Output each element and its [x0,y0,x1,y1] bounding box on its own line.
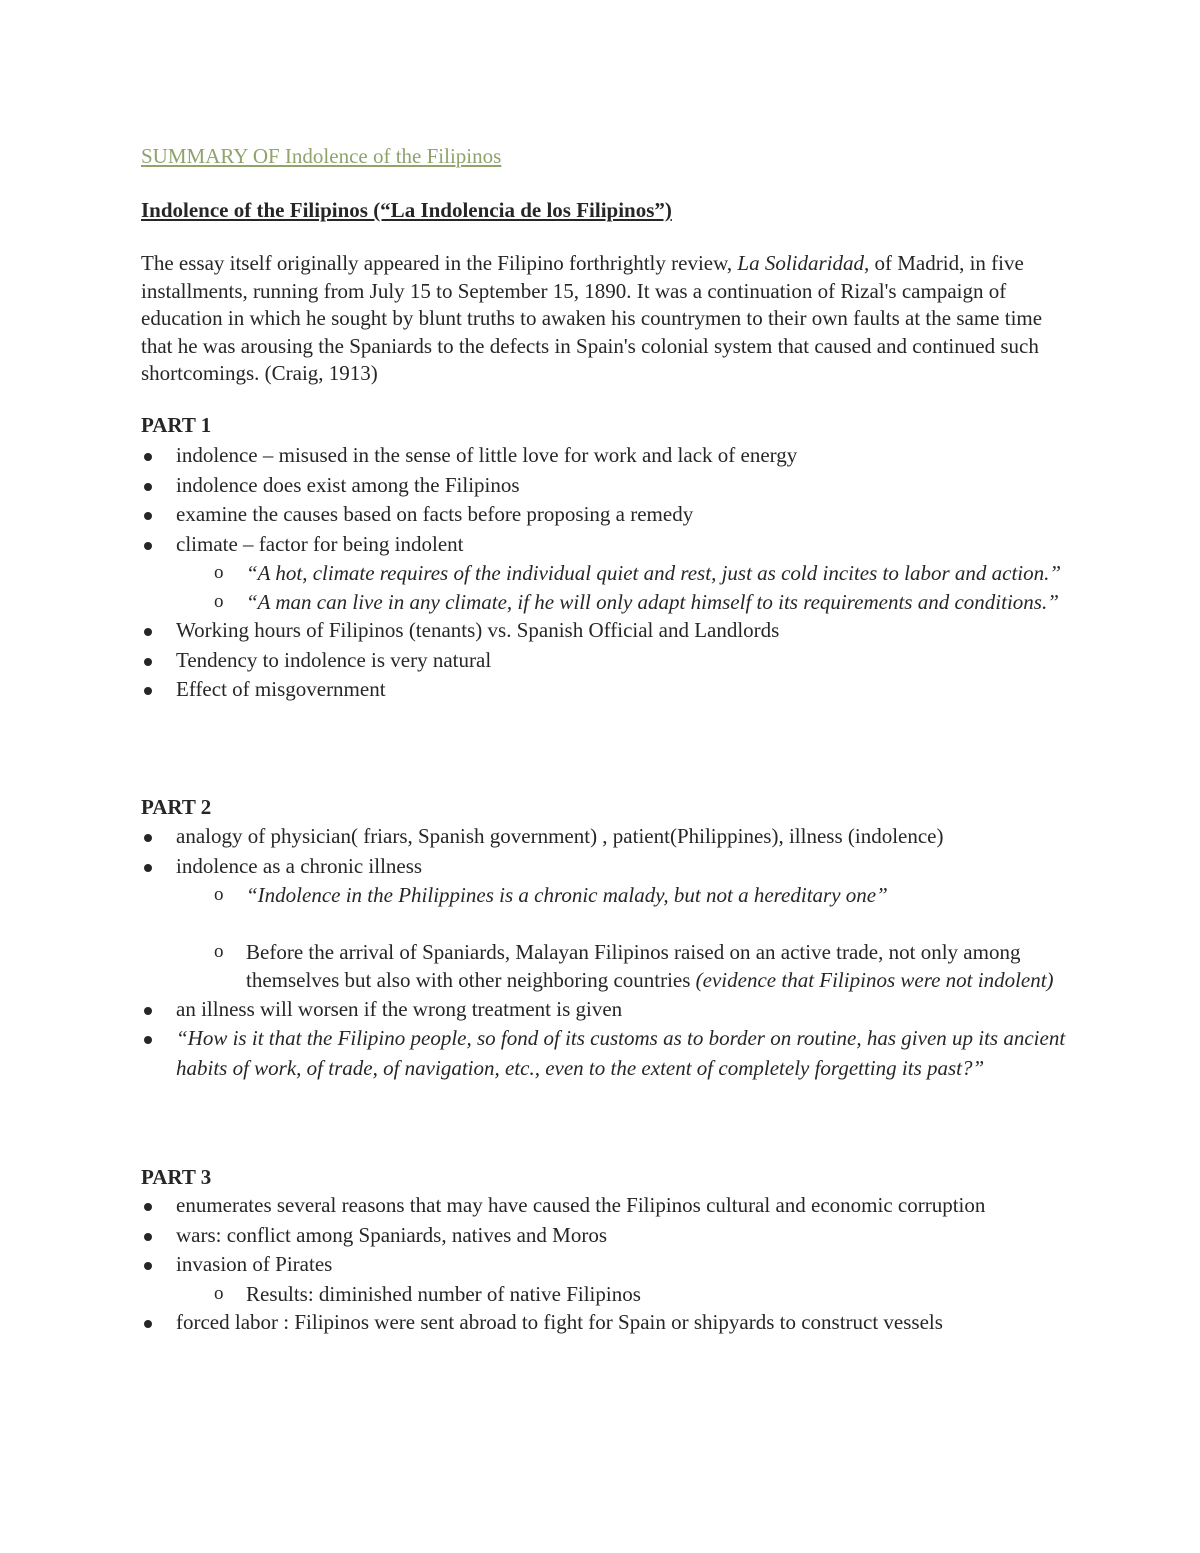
part-1-heading: PART 1 [141,413,212,437]
pirates-sublist [176,1280,1071,1309]
bullet-icon [144,483,152,491]
list-item [141,646,1071,676]
essay-title: Indolence of the Filipinos (“La Indolencia de los Filipinos”) [141,198,672,222]
bullet-icon [144,1203,152,1211]
list-item [141,1250,1071,1308]
pirates-result: Results: diminished number of native Filipinos [246,1281,641,1306]
bullet-icon [144,1233,152,1241]
bullet-icon [144,834,152,842]
list-item-quote: “How is it that the Filipino people, so fond of its customs as to border on routine, has given up its ancient habits of work, of trade, of navigation, etc., even to the extent of completely forgetting its past?” [176,1026,1066,1080]
list-item-text: climate – factor for being indolent [176,531,464,556]
bullet-icon [144,628,152,636]
circle-bullet-icon: o [214,590,224,612]
trade-text-a: Before the arrival of Spaniards, Malayan Filipinos raised on an active trade, not only among [246,939,1021,964]
list-item-text: wars: conflict among Spaniards, natives and Moros [176,1222,607,1247]
bullet-icon [144,453,152,461]
part-1-list [141,441,1071,705]
list-item [141,852,1071,995]
list-item-text: an illness will worsen if the wrong treatment is given [176,996,623,1021]
list-item [141,530,1071,617]
list-item-text: analogy of physician( friars, Spanish government) , patient(Philippines), illness (indolence) [176,824,944,848]
list-item [141,1191,1071,1221]
list-item [141,1221,1071,1251]
list-item [141,616,1071,646]
list-item [141,1024,1071,1083]
trade-evidence: (evidence that Filipinos were not indolent) [695,968,1054,992]
bullet-icon [144,1007,152,1015]
intro-journal-name: La Solidaridad [737,251,865,275]
bullet-icon [144,1262,152,1270]
circle-bullet-icon: o [214,1282,224,1304]
intro-paragraph [141,250,1071,388]
climate-quote-2: “A man can live in any climate, if he will only adapt himself to its requirements and conditions.” [246,589,1059,614]
list-item [141,441,1071,471]
bullet-icon [144,542,152,550]
list-item [141,822,1071,852]
part-2-list [141,822,1071,1083]
circle-bullet-icon: o [214,562,224,583]
list-item [141,1308,1071,1338]
list-item [141,675,1071,705]
bullet-icon [144,512,152,520]
list-item-text: Working hours of Filipinos (tenants) vs. Spanish Official and Landlords [176,618,780,642]
bullet-icon [144,1320,152,1328]
sub-list-item [176,938,1071,995]
sub-list-item [176,881,1071,910]
sub-list-item [176,588,1071,617]
list-item-text: Tendency to indolence is very natural [176,647,492,672]
list-item-text: enumerates several reasons that may have caused the Filipinos cultural and economic corruption [176,1193,986,1217]
chronic-quote: “Indolence in the Philippines is a chronic malady, but not a hereditary one” [246,883,888,907]
bullet-icon [144,864,152,872]
part-3-heading: PART 3 [141,1165,212,1189]
circle-bullet-icon: o [214,884,224,905]
intro-text-end: , of Madrid, in five installments, running from July 15 to September 15, 1890. It was a continuation of Rizal's campaign of education in which he sought by blunt truths to awaken his countrymen to their own faults at the same time that he was arousing the Spaniards to the defects in Spain's colonial system that caused and continued such shortcomings. (Craig, 1913) [141,251,1043,385]
bullet-icon [144,1036,152,1044]
list-item-text: indolence as a chronic illness [176,853,423,878]
climate-quote-1: “A hot, climate requires of the individual quiet and rest, just as cold incites to labor and action.” [246,561,1062,585]
climate-sublist [176,559,1071,616]
part-3-list [141,1191,1071,1338]
sub-list-item [176,1280,1071,1309]
list-item-text: forced labor : Filipinos were sent abroad to fight for Spain or shipyards to construct vessels [176,1310,943,1334]
circle-bullet-icon: o [214,940,224,962]
list-item [141,471,1071,501]
bullet-icon [144,687,152,695]
list-item-text: indolence does exist among the Filipinos [176,472,520,497]
list-item-text: indolence – misused in the sense of little love for work and lack of energy [176,443,798,467]
sub-list-item [176,559,1071,588]
list-item-text: invasion of Pirates [176,1252,333,1276]
intro-text-start: The essay itself originally appeared in the Filipino forthrightly review, [141,251,738,275]
part-2-heading: PART 2 [141,795,212,819]
chronic-sublist [176,881,1071,995]
list-item [141,995,1071,1025]
bullet-icon [144,658,152,666]
trade-text-b: themselves but also with other neighboring countries [246,968,696,992]
list-item-text: Effect of misgovernment [176,677,386,701]
list-item-text: examine the causes based on facts before proposing a remedy [176,502,694,526]
list-item [141,500,1071,530]
summary-title-link[interactable]: SUMMARY OF Indolence of the Filipinos [141,144,502,168]
